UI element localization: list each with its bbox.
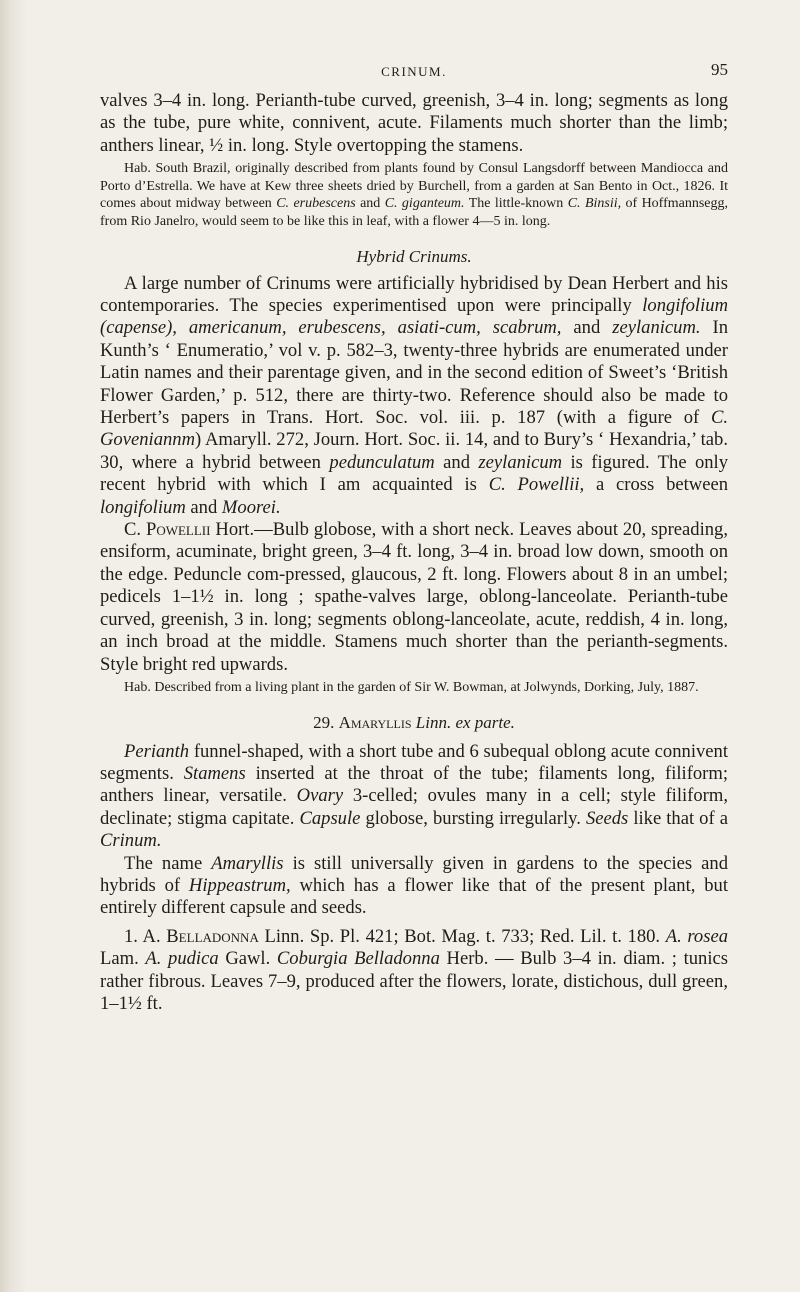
page-header (100, 60, 728, 90)
body-text: inserted at the throat of the tube; filaments long, filiform; anthers linear, versatile. (100, 762, 729, 807)
habitat-text: South Brazil, originally described from plants found by Consul Langsdorff between Mandiocca and Porto d’Estrella. We have at Kew three sheets dried by Burchell, from a garden at San Bento in Oct., 1826. It comes about midway between (100, 161, 728, 212)
genus-name: Amaryllis (338, 712, 412, 732)
species-name: C. erubescens (276, 196, 356, 212)
body-text: In Kunth’s ‘ Enumeratio,’ vol v. p. 582–3, twenty-three hybrids are enumerated under Latin names and their parentage given, and in the second edition of Sweet’s ‘British Flower Garden,’ p. 512, there are thirty-two. Reference should also be made to Herbert’s papers in Trans. Hort. Soc. vol. iii. p. 187 (with a figure of (100, 317, 728, 429)
species-name: Belladonna (166, 925, 259, 947)
species-entry (100, 926, 728, 1016)
species-name: zeylanicum. (612, 317, 701, 339)
species-name: Powellii (145, 519, 211, 541)
page-number: 95 (711, 60, 728, 79)
synonym: A. rosea (665, 925, 728, 947)
term: Stamens (183, 762, 246, 784)
body-text: 3-celled; ovules many in a cell; style filiform, declinate; stigma capitate. (100, 785, 728, 829)
term: Crinum. (100, 830, 162, 852)
habitat-label: Hab. (124, 679, 151, 695)
genus-authority: Linn. ex parte. (415, 712, 515, 732)
book-spine-shadow (0, 0, 26, 1292)
running-head: CRINUM. (381, 64, 447, 79)
hybrid-paragraph (100, 273, 728, 519)
species-name: C. Powellii, (488, 474, 585, 496)
genus-description (100, 741, 728, 853)
body-text: and (443, 451, 470, 473)
body-text: A large number of Crinums were artificially hybridised by Dean Herbert and his contemporaries. The species experimentised upon were principally (100, 272, 728, 316)
habitat-text: and (360, 196, 381, 212)
species-name: pedunculatum (329, 451, 435, 473)
habitat-text: Described from a living plant in the garden of Sir W. Bowman, at Jolwynds, Dorking, July, 1887. (154, 679, 699, 695)
species-name: C. Binsii, (567, 196, 622, 212)
page (100, 60, 728, 1015)
species-list: longifolium (capense), americanum, erubescens, asiati-cum, scabrum, (100, 295, 728, 339)
body-text: Lam. (100, 948, 139, 970)
habitat-note (100, 160, 728, 230)
body-text: Linn. Sp. Pl. 421; Bot. Mag. t. 733; Red. Lil. t. 180. (264, 925, 661, 947)
description-paragraph: valves 3–4 in. long. Perianth-tube curved, greenish, 3–4 in. long; segments as long as the tube, pure white, connivent, acute. Filaments much shorter than the limb; anthers linear, ½ in. long. Style overtopping the stamens. (100, 90, 728, 156)
body-text: Herb. — Bulb 3–4 in. diam. ; tunics rather fibrous. Leaves 7–9, produced after the flowers, lorate, distichous, dull green, 1–1½ ft. (100, 948, 729, 1014)
genus-abbrev: C. (124, 519, 142, 541)
synonym: A. pudica (145, 948, 219, 970)
body-text: funnel-shaped, with a short tube and 6 subequal oblong acute connivent segments. (100, 740, 728, 784)
genus-heading (100, 713, 728, 733)
body-text: globose, bursting irregularly. (365, 807, 581, 829)
species-name: zeylanicum (478, 451, 563, 473)
species-name: longifolium (100, 496, 186, 518)
term: Seeds (585, 807, 629, 829)
name-note-paragraph (100, 853, 728, 920)
genus-number: 29. (313, 712, 335, 732)
term: Ovary (296, 785, 344, 807)
synonym: Coburgia Belladonna (276, 948, 440, 970)
genus-name: Amaryllis (211, 852, 284, 874)
habitat-text: The little-known (468, 196, 564, 212)
species-name: Moorei. (221, 496, 281, 518)
habitat-text: of Hoffmannsegg, from Rio Janelro, would seem to be like this in leaf, with a flower 4—5 in. long. (100, 196, 729, 229)
species-name: C. Goveniannm (100, 407, 728, 451)
body-text: like that of a (633, 807, 728, 829)
body-text: and (190, 496, 218, 518)
body-text: Gawl. (225, 948, 271, 970)
body-text: Hort.—Bulb globose, with a short neck. Leaves about 20, spreading, ensiform, acuminate, bright green, 3–4 ft. long, 3–4 in. broad low down, smooth on the edge. Peduncle com-pressed, glaucous, 2 ft. long. Flowers about 8 in an umbel; pedicels 1–1½ in. long ; spathe-valves large, oblong-lanceolate. Perianth-tube curved, greenish, 3 in. long; segments oblong-lanceolate, acute, reddish, 4 in. long, an inch broad at the middle. Stamens much shorter than the perianth-segments. Style bright red upwards. (100, 519, 728, 675)
term: Capsule (299, 807, 361, 829)
body-text: a cross between (596, 474, 729, 496)
section-heading: Hybrid Crinums. (356, 246, 472, 266)
body-text: which has a flower like that of the present plant, but entirely different capsule and seeds. (100, 874, 728, 919)
body-text: is figured. The only recent hybrid with which I am acquainted is (100, 451, 729, 496)
body-text: is still universally given in gardens to the species and hybrids of (100, 852, 729, 896)
habitat-note (100, 679, 728, 697)
species-number: 1. A. (124, 925, 161, 947)
habitat-label: Hab. (124, 161, 151, 177)
species-name: C. giganteum. (384, 196, 465, 212)
body-text: and (573, 317, 601, 339)
species-description (100, 519, 728, 676)
genus-name: Hippeastrum, (188, 874, 291, 896)
term: Perianth (124, 740, 190, 762)
body-text: The name (124, 852, 203, 874)
body-text: ) Amaryll. 272, Journ. Hort. Soc. ii. 14, and to Bury’s ‘ Hexandria,’ tab. 30, where a hybrid between (100, 429, 728, 473)
